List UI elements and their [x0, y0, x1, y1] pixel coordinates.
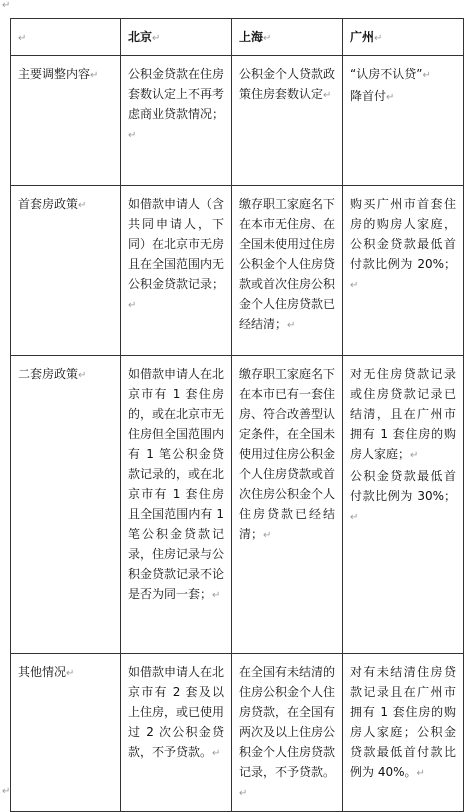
paragraph-mark: ↵	[2, 0, 11, 11]
table-row	[11, 56, 464, 186]
cell-beijing-main: 公积金贷款在住房套数认定上不再考虑商业贷款情况；↵	[121, 56, 232, 186]
paragraph-mark: ↵	[374, 33, 383, 44]
paragraph-mark: ↵	[386, 92, 395, 103]
header-guangzhou: 广州↵	[343, 19, 464, 56]
header-corner-cell	[11, 19, 121, 56]
paragraph-mark: ↵	[152, 33, 161, 44]
paragraph-mark: ↵	[212, 748, 221, 759]
paragraph-mark: ↵	[78, 200, 87, 211]
paragraph-mark: ↵	[78, 370, 87, 381]
paragraph-mark: ↵	[128, 300, 137, 311]
paragraph-mark: ↵	[263, 530, 272, 541]
paragraph-mark: ↵	[66, 668, 75, 679]
paragraph-mark: ↵	[323, 90, 332, 101]
row-label-other: 其他情况↵	[11, 654, 121, 812]
policy-comparison-table	[10, 18, 464, 812]
cell-beijing-second-home: 如借款申请人在北京市有 1 套住房的，或在北京市无住房但全国范围内有 1 笔公积金贷款记录的，或在北京市有 1 套住房且全国范围内有 1 笔公积金贷款记录，住房记录与公积金贷款记录不论是否为同一套；↵	[121, 356, 232, 654]
paragraph-mark: ↵	[90, 70, 99, 81]
paragraph-mark: ↵	[212, 590, 221, 601]
table-row	[11, 654, 464, 812]
header-shanghai: 上海↵	[232, 19, 343, 56]
paragraph-mark: ↵	[416, 768, 425, 779]
paragraph-mark: ↵	[410, 450, 419, 461]
table-row	[11, 186, 464, 356]
header-beijing: 北京↵	[121, 19, 232, 56]
paragraph-mark: ↵	[422, 70, 431, 81]
cell-shanghai-second-home: 缴存职工家庭名下在本市已有一套住房、符合改善型认定条件，在全国未使用过住房公积金个人住房贷款或首次住房公积金个人住房贷款已经结清；↵	[232, 356, 343, 654]
paragraph-mark: ↵	[287, 320, 296, 331]
paragraph-mark: ↵	[18, 33, 27, 44]
paragraph-mark: ↵	[350, 512, 359, 523]
cell-guangzhou-other: 对有未结清住房贷款记录且在广州市拥有 1 套住房的购房人家庭；公积金贷款最低首付款比例为 40%。↵	[343, 654, 464, 812]
table-row	[11, 356, 464, 654]
paragraph-mark: ↵	[128, 130, 137, 141]
cell-guangzhou-main: “认房不认贷”↵ 降首付↵	[343, 56, 464, 186]
paragraph-mark: ↵	[350, 280, 359, 291]
cell-beijing-first-home: 如借款申请人（含共同申请人，下同）在北京市无房且在全国范围内无公积金贷款记录；↵	[121, 186, 232, 356]
cell-shanghai-other: 在全国有未结清的住房公积金个人住房贷款，在全国有两次及以上住房公积金个人住房贷款记录，不予贷款。↵	[232, 654, 343, 812]
table-header-row	[11, 19, 464, 56]
cell-shanghai-main: 公积金个人贷款政策住房套数认定↵	[232, 56, 343, 186]
paragraph-mark: ↵	[2, 786, 11, 797]
cell-guangzhou-second-home: 对无住房贷款记录或住房贷款记录已结清，且在广州市拥有 1 套住房的购房人家庭；↵ 公积金贷款最低首付款比例为 30%；↵	[343, 356, 464, 654]
paragraph-mark: ↵	[263, 33, 272, 44]
cell-beijing-other: 如借款申请人在北京市有 2 套及以上住房，或已使用过 2 次公积金贷款，不予贷款。↵	[121, 654, 232, 812]
row-label-first-home: 首套房政策↵	[11, 186, 121, 356]
paragraph-mark: ↵	[239, 788, 248, 799]
row-label-second-home: 二套房政策↵	[11, 356, 121, 654]
cell-shanghai-first-home: 缴存职工家庭名下在本市无住房、在全国未使用过住房公积金个人住房贷款或首次住房公积金个人住房贷款已经结清；↵	[232, 186, 343, 356]
cell-guangzhou-first-home: 购买广州市首套住房的购房人家庭，公积金贷款最低首付款比例为 20%；↵	[343, 186, 464, 356]
row-label-main-adjustment: 主要调整内容↵	[11, 56, 121, 186]
